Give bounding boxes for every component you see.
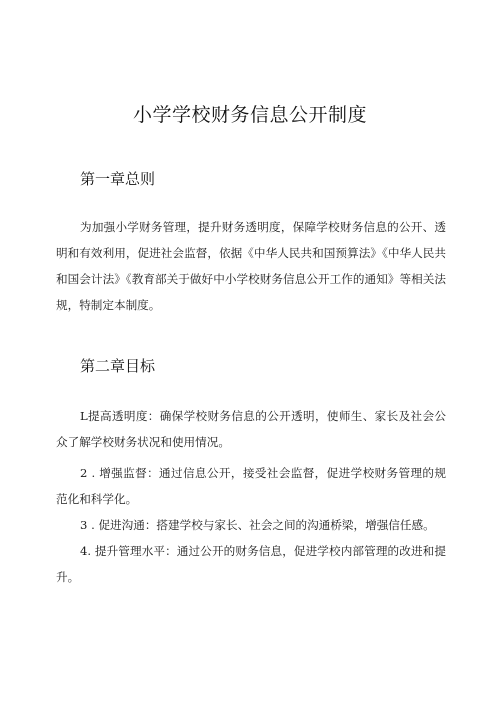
- chapter-2-heading: 第二章目标: [80, 357, 156, 375]
- goal-number: 3: [80, 518, 88, 532]
- goal-item-4: [56, 538, 446, 590]
- goal-item-2: [56, 460, 446, 512]
- chapter-1-heading: 第一章总则: [80, 170, 156, 188]
- goal-item-3: [56, 512, 446, 538]
- goal-text: 提高透明度：确保学校财务信息的公开透明，使师生、家长及社会公众了解学校财务状况和使用情况。: [56, 409, 446, 449]
- goal-text: . 增强监督：通过信息公开，接受社会监督，促进学校财务管理的规范化和科学化。: [56, 466, 446, 506]
- goal-number: L: [80, 409, 88, 423]
- goal-text: . 促进沟通：搭建学校与家长、社会之间的沟通桥梁，增强信任感。: [87, 518, 435, 532]
- goal-item-1: [56, 403, 446, 455]
- goal-number: 4.: [80, 544, 92, 558]
- goal-text: 提升管理水平：通过公开的财务信息，促进学校内部管理的改进和提升。: [56, 544, 446, 584]
- chapter-1-paragraph: 为加强小学财务管理，提升财务透明度，保障学校财务信息的公开、透明和有效利用，促进社会监督，依据《中华人民共和国预算法》《中华人民共和国会计法》《教育部关于做好中小学校财务信息公开工作的通知》等相关法规，特制定本制度。: [56, 220, 446, 312]
- document-title: 小学学校财务信息公开制度: [132, 104, 367, 126]
- goal-number: 2: [80, 466, 88, 480]
